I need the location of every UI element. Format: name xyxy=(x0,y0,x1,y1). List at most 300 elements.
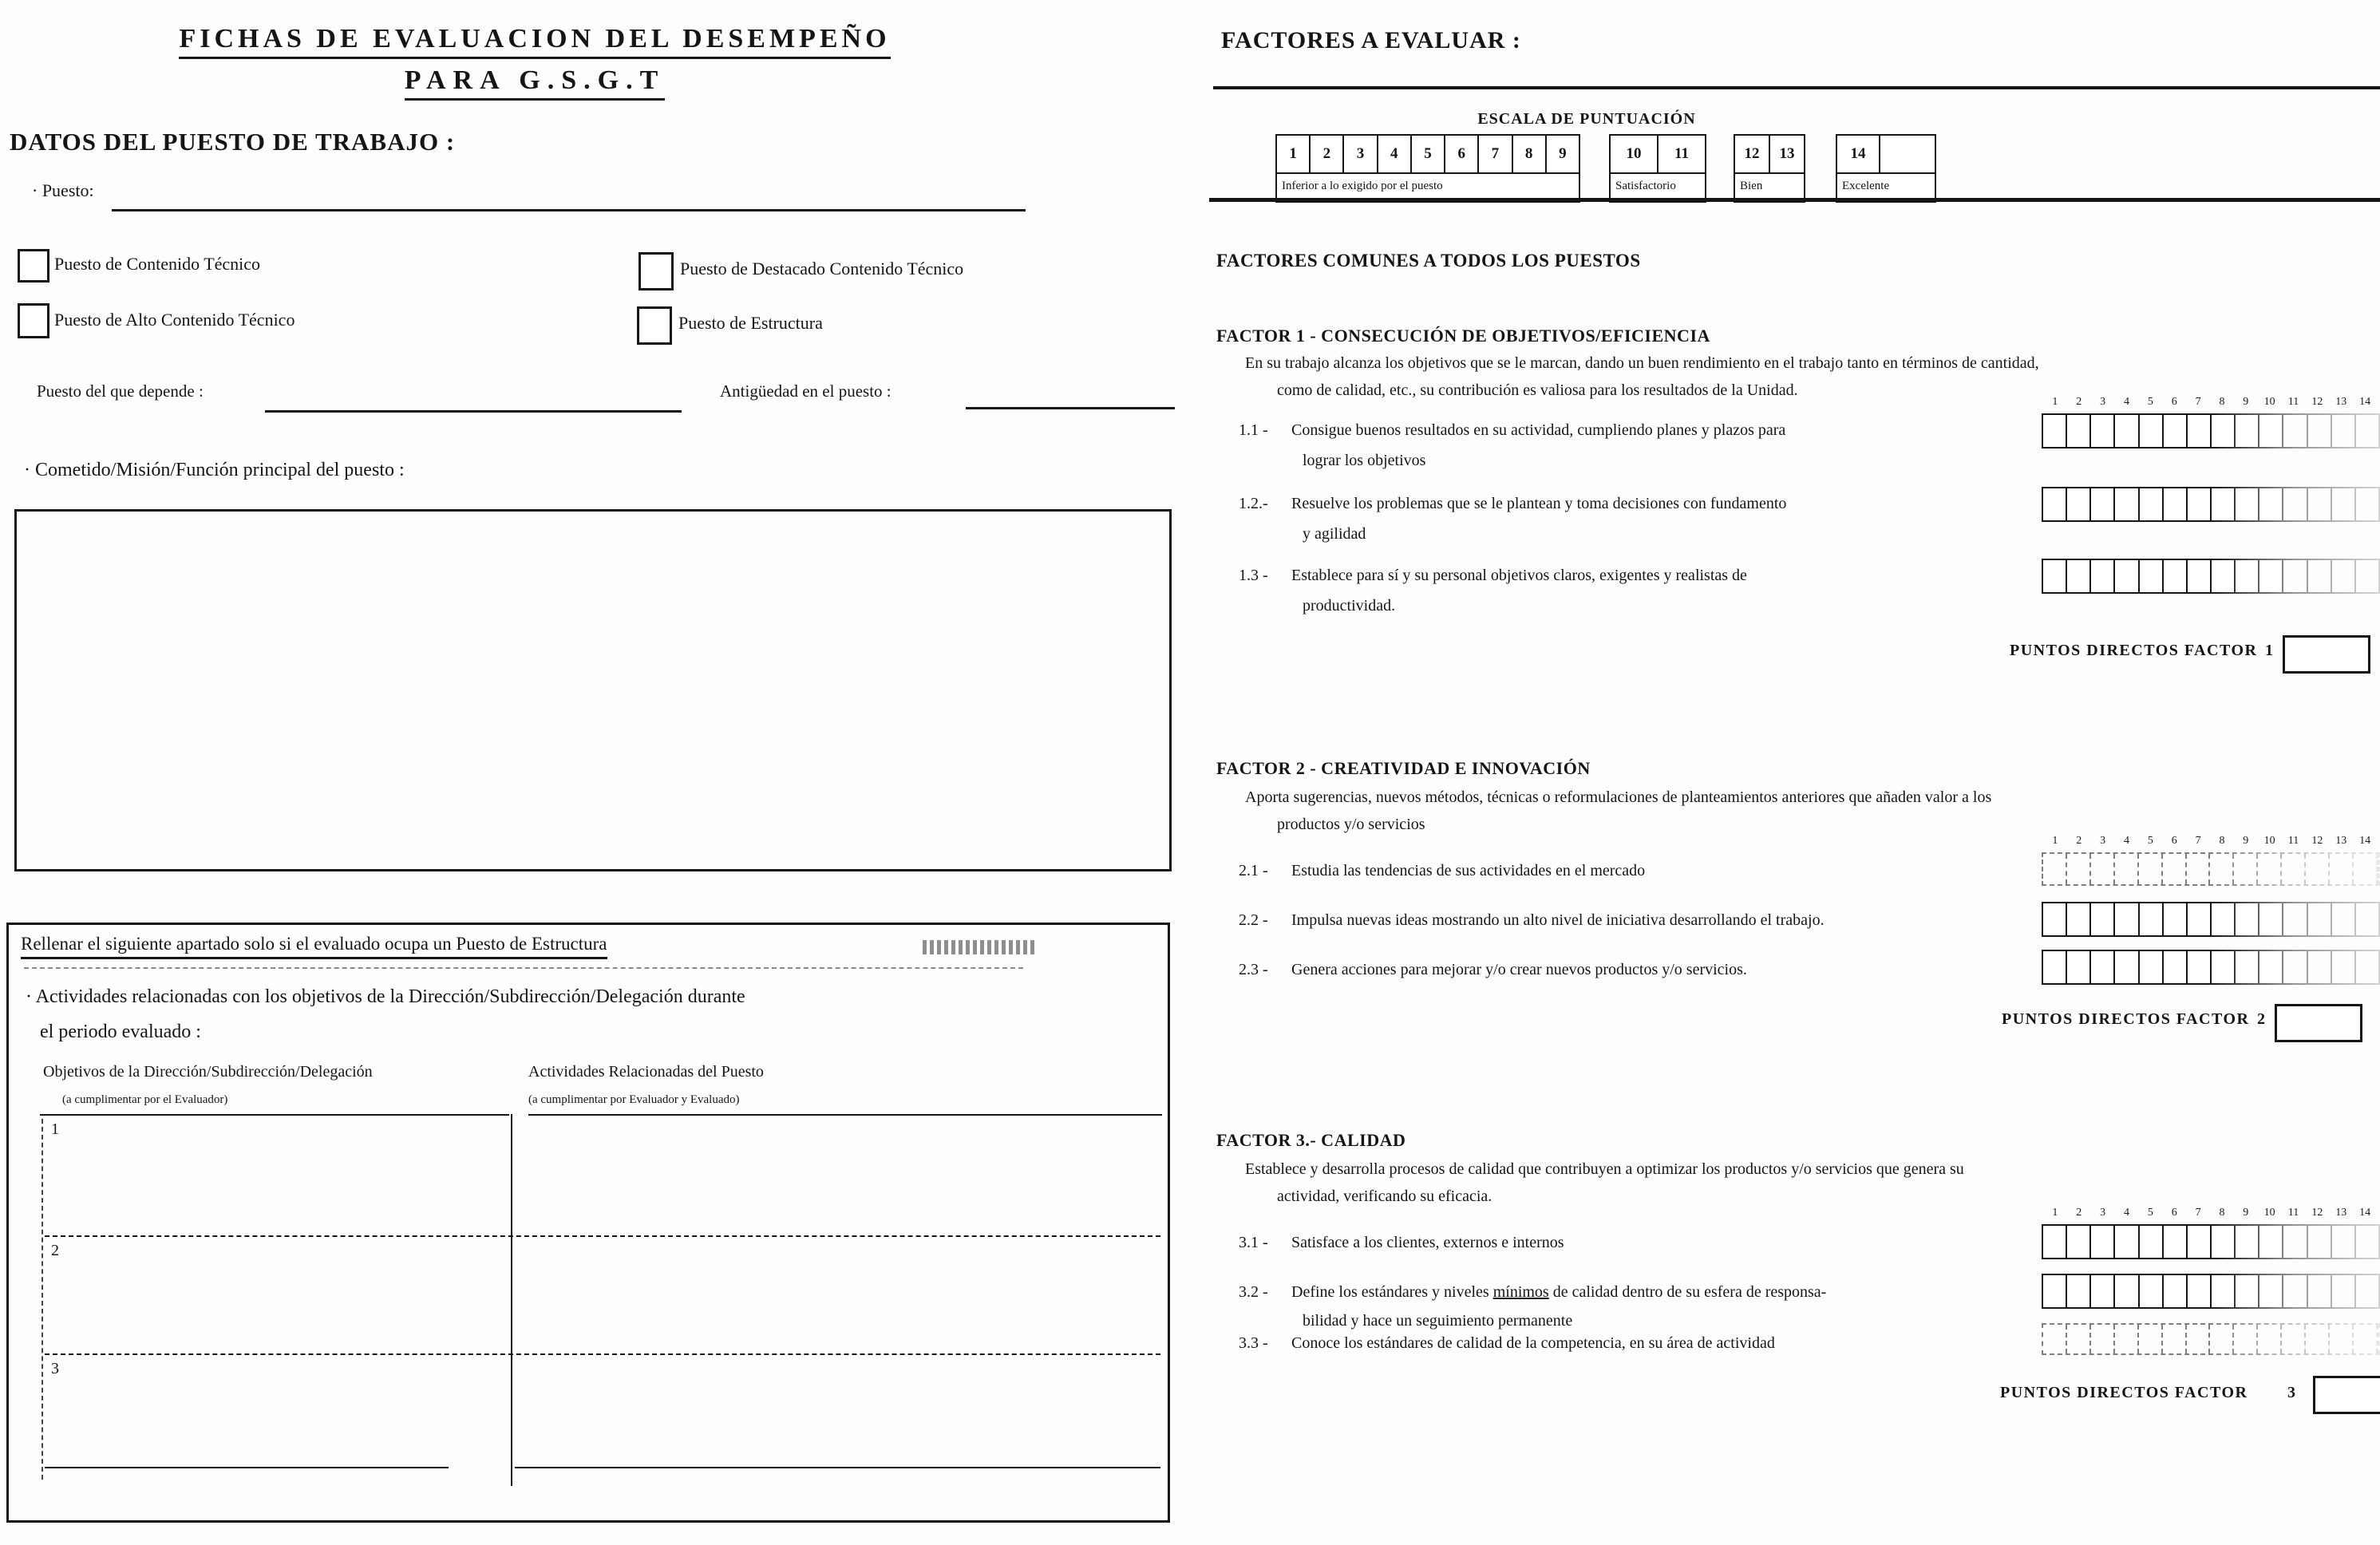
rating-cell[interactable] xyxy=(2091,1226,2115,1258)
factor3-description-line1: Establece y desarrolla procesos de calidad que contribuyen a optimizar los productos y/o servicios que genera su xyxy=(1245,1160,1964,1178)
ruler-number: 9 xyxy=(2243,835,2249,847)
checkbox-estructura-label: Puesto de Estructura xyxy=(678,313,823,333)
ruler-number: 9 xyxy=(2243,1207,2249,1219)
rating-cell[interactable] xyxy=(2212,1226,2236,1258)
table-header-rule-left xyxy=(40,1114,509,1116)
item-3-2-text-line1 xyxy=(1291,1283,1826,1302)
checkbox-alto-contenido-tecnico[interactable] xyxy=(18,303,49,338)
rating-cell[interactable] xyxy=(2115,1226,2139,1258)
form-title xyxy=(120,24,950,96)
checkbox-estructura[interactable] xyxy=(637,306,672,345)
table-col1-header: Objetivos de la Dirección/Subdirección/Delegación xyxy=(43,1063,373,1081)
table-row-separator-3b xyxy=(515,1467,1160,1468)
common-factors-heading: FACTORES COMUNES A TODOS LOS PUESTOS xyxy=(1216,251,1641,271)
scale-cells-excelente xyxy=(1837,136,1935,172)
rating-cell[interactable] xyxy=(2234,1325,2258,1353)
rating-row-1-2[interactable] xyxy=(2042,487,2380,522)
table-row2-number: 2 xyxy=(51,1242,59,1259)
table-row3-number: 3 xyxy=(51,1360,59,1377)
ruler-number: 11 xyxy=(2287,835,2299,847)
scale-label-bien: Bien xyxy=(1735,172,1804,201)
ruler-number: 10 xyxy=(2263,835,2275,847)
ruler-number: 13 xyxy=(2335,396,2347,408)
rating-cell[interactable] xyxy=(2091,854,2115,884)
rating-cell[interactable] xyxy=(2354,1325,2378,1353)
rating-cell[interactable] xyxy=(2332,560,2356,592)
item-2-3-text-line1: Genera acciones para mejorar y/o crear nuevos productos y/o servicios. xyxy=(1291,961,1747,978)
rating-cell[interactable] xyxy=(2043,488,2067,520)
rating-cell[interactable] xyxy=(2163,854,2187,884)
rating-row-2-3[interactable] xyxy=(2042,950,2380,985)
rating-cell[interactable] xyxy=(2258,854,2282,884)
rating-cell[interactable] xyxy=(2115,903,2139,935)
puesto-field-line[interactable] xyxy=(112,209,1026,211)
rating-cell[interactable] xyxy=(2259,1275,2283,1307)
rating-ruler-2-1 xyxy=(2043,835,2377,848)
item-3-3-number: 3.3 - xyxy=(1239,1334,1268,1352)
rating-cell[interactable] xyxy=(2043,1226,2067,1258)
ruler-number: 7 xyxy=(2195,1207,2201,1219)
rating-cell[interactable] xyxy=(2212,415,2236,447)
ruler-number: 1 xyxy=(2052,835,2058,847)
ruler-number: 2 xyxy=(2076,835,2082,847)
ruler-number: 14 xyxy=(2359,835,2371,847)
rating-cell[interactable] xyxy=(2356,488,2378,520)
rating-cell[interactable] xyxy=(2283,415,2307,447)
scale-cell[interactable]: 11 xyxy=(1674,145,1689,162)
rating-cell[interactable] xyxy=(2067,951,2091,983)
scale-cell[interactable]: 5 xyxy=(1412,136,1445,172)
antiguedad-field-line[interactable] xyxy=(966,407,1175,409)
scale-cells-inferior xyxy=(1277,136,1579,172)
scale-cell[interactable]: 1 xyxy=(1277,136,1311,172)
scale-cells-satisfactorio xyxy=(1611,136,1705,172)
rating-cell[interactable] xyxy=(2115,951,2139,983)
rating-cell[interactable] xyxy=(2236,951,2259,983)
rating-row-1-3[interactable] xyxy=(2042,559,2380,594)
ruler-number: 6 xyxy=(2171,1207,2177,1219)
cometido-label: · Cometido/Misión/Función principal del puesto : xyxy=(24,460,405,480)
table-row1-objetivos-cell[interactable] xyxy=(72,1117,507,1233)
item-3-1-text-line1: Satisface a los clientes, externos e internos xyxy=(1291,1234,1564,1251)
scale-group-excelente xyxy=(1836,134,1936,203)
rating-row-2-2[interactable] xyxy=(2042,902,2380,937)
scale-cell[interactable]: 6 xyxy=(1445,136,1479,172)
rating-cell[interactable] xyxy=(2236,560,2259,592)
rating-cell[interactable] xyxy=(2043,1275,2067,1307)
table-row2-objetivos-cell[interactable] xyxy=(72,1239,507,1350)
rating-cell[interactable] xyxy=(2332,1275,2356,1307)
rating-cell[interactable] xyxy=(2236,903,2259,935)
rating-cell[interactable] xyxy=(2043,854,2067,884)
puntos-directos-factor3-label: PUNTOS DIRECTOS FACTOR xyxy=(2000,1384,2248,1401)
rating-cell[interactable] xyxy=(2115,415,2139,447)
scale-cell[interactable]: 10 xyxy=(1611,136,1658,172)
rating-cell[interactable] xyxy=(2067,415,2091,447)
puntos-directos-factor1-number: 1 xyxy=(2265,642,2275,659)
rating-cell[interactable] xyxy=(2356,1275,2378,1307)
ruler-number: 7 xyxy=(2195,835,2201,847)
table-row3-objetivos-cell[interactable] xyxy=(72,1357,507,1464)
rating-cell[interactable] xyxy=(2140,951,2164,983)
rating-cell[interactable] xyxy=(2188,1275,2212,1307)
ruler-number: 3 xyxy=(2100,1207,2106,1219)
rating-cell[interactable] xyxy=(2139,1325,2163,1353)
ruler-number: 10 xyxy=(2263,1207,2275,1219)
form-title-line2: PARA G.S.G.T xyxy=(405,65,666,101)
rating-cell[interactable] xyxy=(2091,951,2115,983)
table-row-separator-2 xyxy=(45,1353,1160,1355)
ruler-number: 4 xyxy=(2124,1207,2129,1219)
puntos-directos-factor3-number: 3 xyxy=(2287,1384,2297,1401)
rating-cell[interactable] xyxy=(2356,903,2378,935)
rating-cell[interactable] xyxy=(2330,1325,2354,1353)
rating-cell[interactable] xyxy=(2067,560,2091,592)
factor1-description-line2: como de calidad, etc., su contribución es valiosa para los resultados de la Unidad. xyxy=(1277,381,1798,399)
checkbox-alto-contenido-tecnico-label: Puesto de Alto Contenido Técnico xyxy=(54,310,295,330)
factor2-description-line1: Aporta sugerencias, nuevos métodos, técnicas o reformulaciones de planteamientos anteriores que añaden valor a los xyxy=(1245,788,1992,806)
puesto-label: · Puesto: xyxy=(32,180,94,200)
table-col1-subheader: (a cumplimentar por el Evaluador) xyxy=(62,1093,228,1106)
rating-cell[interactable] xyxy=(2091,903,2115,935)
rating-cell[interactable] xyxy=(2236,415,2259,447)
rating-cell[interactable] xyxy=(2187,1325,2211,1353)
rating-cell[interactable] xyxy=(2354,854,2378,884)
rating-cell[interactable] xyxy=(2164,488,2188,520)
rating-row-1-1[interactable] xyxy=(2042,413,2380,448)
puntos-directos-factor2-box[interactable] xyxy=(2275,1004,2362,1042)
rating-cell[interactable] xyxy=(2140,560,2164,592)
ruler-number: 12 xyxy=(2311,835,2323,847)
rating-cell[interactable] xyxy=(2188,951,2212,983)
scale-label-excelente: Excelente xyxy=(1837,172,1935,201)
checkbox-contenido-tecnico-label: Puesto de Contenido Técnico xyxy=(54,254,261,274)
rating-cell[interactable] xyxy=(2236,1226,2259,1258)
checkbox-contenido-tecnico[interactable] xyxy=(18,249,49,283)
rating-cell[interactable] xyxy=(2164,903,2188,935)
item-1-2-text-line2: y agilidad xyxy=(1303,525,1366,543)
rating-cell[interactable] xyxy=(2282,854,2306,884)
rating-cell[interactable] xyxy=(2164,1226,2188,1258)
rating-cell[interactable] xyxy=(2283,488,2307,520)
item-3-2-number: 3.2 - xyxy=(1239,1283,1268,1301)
rating-cell[interactable] xyxy=(2140,903,2164,935)
rating-cell[interactable] xyxy=(2115,560,2139,592)
rating-cell[interactable] xyxy=(2332,951,2356,983)
rating-cell[interactable] xyxy=(2091,488,2115,520)
rating-cell[interactable] xyxy=(2115,488,2139,520)
rating-cell[interactable] xyxy=(2067,488,2091,520)
rating-cell[interactable] xyxy=(2282,1325,2306,1353)
rating-cell[interactable] xyxy=(2091,1325,2115,1353)
item-2-3-number: 2.3 - xyxy=(1239,961,1268,978)
item-3-2-text-post: de calidad dentro de su esfera de responsa- xyxy=(1548,1283,1827,1301)
depende-label: Puesto del que depende : xyxy=(37,381,204,401)
table-row1-number: 1 xyxy=(51,1120,59,1138)
checkbox-destacado-contenido-tecnico-label: Puesto de Destacado Contenido Técnico xyxy=(680,259,964,279)
ruler-number: 11 xyxy=(2287,396,2299,408)
ruler-number: 14 xyxy=(2359,396,2371,408)
scale-cell[interactable]: 8 xyxy=(1513,136,1547,172)
rating-row-3-3[interactable] xyxy=(2042,1323,2380,1355)
rating-cell[interactable] xyxy=(2236,488,2259,520)
item-1-2-text-line1: Resuelve los problemas que se le plantean y toma decisiones con fundamento xyxy=(1291,495,1787,512)
item-3-2-text-underlined: mínimos xyxy=(1492,1283,1549,1301)
ruler-number: 13 xyxy=(2335,1207,2347,1219)
item-2-1-text-line1: Estudia las tendencias de sus actividades en el mercado xyxy=(1291,862,1646,879)
rating-cell[interactable] xyxy=(2332,415,2356,447)
item-1-3-number: 1.3 - xyxy=(1239,567,1268,584)
actividades-label-line2: el periodo evaluado : xyxy=(40,1021,201,1042)
ruler-number: 10 xyxy=(2263,396,2275,408)
rating-cell[interactable] xyxy=(2140,488,2164,520)
puntos-directos-factor1-box[interactable] xyxy=(2283,635,2370,674)
rating-cell[interactable] xyxy=(2236,1275,2259,1307)
ruler-number: 5 xyxy=(2147,835,2153,847)
rating-cell[interactable] xyxy=(2188,415,2212,447)
rating-cell[interactable] xyxy=(2330,854,2354,884)
rating-cell[interactable] xyxy=(2259,415,2283,447)
ruler-number: 3 xyxy=(2100,835,2106,847)
factor2-heading: FACTOR 2 - CREATIVIDAD E INNOVACIÓN xyxy=(1216,758,1591,778)
rating-cell[interactable] xyxy=(2188,488,2212,520)
rating-cell[interactable] xyxy=(2043,1325,2067,1353)
table-row3-actividades-cell[interactable] xyxy=(515,1357,1160,1464)
ruler-number: 9 xyxy=(2243,396,2249,408)
ruler-number: 6 xyxy=(2171,835,2177,847)
scale-cell[interactable]: 2 xyxy=(1311,136,1344,172)
rating-cell[interactable] xyxy=(2140,1275,2164,1307)
item-1-2-number: 1.2.- xyxy=(1239,495,1268,512)
rating-cell[interactable] xyxy=(2212,1275,2236,1307)
section-datos-heading: DATOS DEL PUESTO DE TRABAJO : xyxy=(10,128,456,156)
scale-cell[interactable]: 3 xyxy=(1344,136,1378,172)
rating-cell[interactable] xyxy=(2067,854,2091,884)
rating-cell[interactable] xyxy=(2210,854,2234,884)
puntos-directos-factor1-label: PUNTOS DIRECTOS FACTOR xyxy=(2010,642,2258,659)
rating-cell[interactable] xyxy=(2332,488,2356,520)
checkbox-destacado-contenido-tecnico[interactable] xyxy=(638,252,674,290)
scale-label-satisfactorio: Satisfactorio xyxy=(1611,172,1705,201)
rating-cell[interactable] xyxy=(2115,1275,2139,1307)
rating-cell[interactable] xyxy=(2043,903,2067,935)
rating-cell[interactable] xyxy=(2164,951,2188,983)
table-left-dashed-border xyxy=(42,1119,43,1480)
scale-cell[interactable]: 4 xyxy=(1378,136,1412,172)
item-3-1-number: 3.1 - xyxy=(1239,1234,1268,1251)
ruler-number: 1 xyxy=(2052,396,2058,408)
ruler-number: 2 xyxy=(2076,1207,2082,1219)
table-row1-actividades-cell[interactable] xyxy=(515,1117,1160,1233)
rating-cell[interactable] xyxy=(2188,560,2212,592)
rating-cell[interactable] xyxy=(2306,854,2330,884)
rating-cell[interactable] xyxy=(2091,415,2115,447)
factor3-description-line2: actividad, verificando su eficacia. xyxy=(1277,1187,1492,1205)
rating-row-2-1[interactable] xyxy=(2042,852,2380,886)
rating-cell[interactable] xyxy=(2187,854,2211,884)
horizontal-rule-top xyxy=(1213,86,2380,89)
rating-cell[interactable] xyxy=(2306,1325,2330,1353)
rating-cell[interactable] xyxy=(2356,560,2378,592)
rating-cell[interactable] xyxy=(2164,415,2188,447)
rating-cell[interactable] xyxy=(2043,951,2067,983)
rating-cell[interactable] xyxy=(2043,415,2067,447)
rating-cell[interactable] xyxy=(2067,1275,2091,1307)
ruler-number: 5 xyxy=(2147,1207,2153,1219)
scale-cell[interactable]: 12 xyxy=(1735,136,1770,172)
item-3-3-text-line1: Conoce los estándares de calidad de la competencia, en su área de actividad xyxy=(1291,1334,1775,1352)
scale-group-inferior xyxy=(1275,134,1580,203)
rating-cell[interactable] xyxy=(2332,1226,2356,1258)
form-title-line1: FICHAS DE EVALUACION DEL DESEMPEÑO xyxy=(179,24,890,59)
rating-cell[interactable] xyxy=(2115,1325,2139,1353)
rating-cell[interactable] xyxy=(2259,951,2283,983)
rating-cell[interactable] xyxy=(2234,854,2258,884)
ruler-number: 2 xyxy=(2076,396,2082,408)
item-1-1-text-line2: lograr los objetivos xyxy=(1303,452,1426,469)
table-row-separator-1 xyxy=(45,1235,1160,1237)
factor2-description-line2: productos y/o servicios xyxy=(1277,816,1425,833)
rating-cell[interactable] xyxy=(2188,1226,2212,1258)
rating-cell[interactable] xyxy=(2212,488,2236,520)
ruler-number: 5 xyxy=(2147,396,2153,408)
rating-cell[interactable] xyxy=(2283,1275,2307,1307)
item-3-2-text-line2: bilidad y hace un seguimiento permanente xyxy=(1303,1312,1573,1330)
rating-cell[interactable] xyxy=(2258,1325,2282,1353)
ruler-number: 13 xyxy=(2335,835,2347,847)
scale-title: ESCALA DE PUNTUACIÓN xyxy=(1477,110,1696,128)
scale-label-inferior: Inferior a lo exigido por el puesto xyxy=(1277,172,1579,201)
ruler-number: 12 xyxy=(2311,1207,2323,1219)
actividades-label-line1: · Actividades relacionadas con los objetivos de la Dirección/Subdirección/Delegación durante xyxy=(26,986,745,1007)
table-row2-actividades-cell[interactable] xyxy=(515,1239,1160,1350)
table-header-rule-right xyxy=(528,1114,1162,1116)
illegible-smudge xyxy=(923,940,1036,954)
rating-cell[interactable] xyxy=(2356,415,2378,447)
scale-cell[interactable]: 9 xyxy=(1559,145,1567,162)
rating-cell[interactable] xyxy=(2356,951,2378,983)
ruler-number: 1 xyxy=(2052,1207,2058,1219)
rating-cell[interactable] xyxy=(2308,488,2332,520)
item-2-1-number: 2.1 - xyxy=(1239,862,1268,879)
scale-cell[interactable]: 14 xyxy=(1837,136,1880,172)
rating-cell[interactable] xyxy=(2259,1226,2283,1258)
item-2-2-number: 2.2 - xyxy=(1239,911,1268,929)
rating-cell[interactable] xyxy=(2140,1226,2164,1258)
ruler-number: 3 xyxy=(2100,396,2106,408)
rating-cell[interactable] xyxy=(2283,951,2307,983)
factor1-description-line1: En su trabajo alcanza los objetivos que se le marcan, dando un buen rendimiento en el trabajo tanto en términos de cantidad, xyxy=(1245,354,2039,372)
antiguedad-label: Antigüedad en el puesto : xyxy=(720,381,892,401)
ruler-number: 8 xyxy=(2219,396,2225,408)
rating-cell[interactable] xyxy=(2259,903,2283,935)
ruler-number: 14 xyxy=(2359,1207,2371,1219)
rating-cell[interactable] xyxy=(2043,560,2067,592)
item-1-1-text-line1: Consigue buenos resultados en su actividad, cumpliendo planes y plazos para xyxy=(1291,421,1786,439)
item-2-2-text-line1: Impulsa nuevas ideas mostrando un alto nivel de iniciativa desarrollando el trabajo. xyxy=(1291,911,1825,929)
rating-cell[interactable] xyxy=(2140,415,2164,447)
rating-cell[interactable] xyxy=(2163,1325,2187,1353)
ruler-number: 8 xyxy=(2219,835,2225,847)
item-3-2-text-pre: Define los estándares y niveles xyxy=(1291,1283,1493,1301)
table-row-separator-3a xyxy=(45,1467,449,1468)
rating-cell[interactable] xyxy=(2188,903,2212,935)
table-column-divider xyxy=(511,1114,512,1486)
puntos-directos-factor3-box[interactable] xyxy=(2313,1376,2380,1414)
estructura-note: Rellenar el siguiente apartado solo si el evaluado ocupa un Puesto de Estructura xyxy=(21,934,607,959)
factor1-heading: FACTOR 1 - CONSECUCIÓN DE OBJETIVOS/EFICIENCIA xyxy=(1216,326,1710,346)
rating-cell[interactable] xyxy=(2356,1226,2378,1258)
rating-cell[interactable] xyxy=(2139,854,2163,884)
item-1-1-number: 1.1 - xyxy=(1239,421,1268,439)
scale-group-bien xyxy=(1734,134,1805,203)
rating-cell[interactable] xyxy=(2308,951,2332,983)
scale-group-satisfactorio xyxy=(1609,134,1706,203)
ruler-number: 12 xyxy=(2311,396,2323,408)
rating-cell[interactable] xyxy=(2091,560,2115,592)
rating-cell[interactable] xyxy=(2164,1275,2188,1307)
rating-ruler-3-1 xyxy=(2043,1207,2377,1219)
table-col2-header: Actividades Relacionadas del Puesto xyxy=(528,1063,764,1081)
rating-cell[interactable] xyxy=(2308,560,2332,592)
rating-ruler-1-1 xyxy=(2043,396,2377,409)
ruler-number: 8 xyxy=(2219,1207,2225,1219)
rating-cell[interactable] xyxy=(2308,415,2332,447)
item-1-3-text-line2: productividad. xyxy=(1303,597,1396,614)
rating-cell[interactable] xyxy=(2067,1226,2091,1258)
rating-cell[interactable] xyxy=(2212,560,2236,592)
rating-cell[interactable] xyxy=(2308,1275,2332,1307)
factor3-heading: FACTOR 3.- CALIDAD xyxy=(1216,1130,1406,1150)
rating-cell[interactable] xyxy=(2210,1325,2234,1353)
rating-cell[interactable] xyxy=(2283,560,2307,592)
rating-row-3-1[interactable] xyxy=(2042,1224,2380,1259)
rating-cell[interactable] xyxy=(2091,1275,2115,1307)
rating-cell[interactable] xyxy=(2164,560,2188,592)
depende-field-line[interactable] xyxy=(265,410,682,413)
puntos-directos-factor2-number: 2 xyxy=(2257,1010,2267,1028)
rating-cell[interactable] xyxy=(2067,1325,2091,1353)
rating-cell[interactable] xyxy=(2332,903,2356,935)
rating-cell[interactable] xyxy=(2259,488,2283,520)
rating-cell[interactable] xyxy=(2283,1226,2307,1258)
item-1-3-text-line1: Establece para sí y su personal objetivos claros, exigentes y realistas de xyxy=(1291,567,1747,584)
table-col2-subheader: (a cumplimentar por Evaluador y Evaluado) xyxy=(528,1093,740,1106)
rating-row-3-2[interactable] xyxy=(2042,1274,2380,1309)
scale-cell[interactable]: 7 xyxy=(1479,136,1512,172)
rating-cell[interactable] xyxy=(2259,560,2283,592)
rating-cell[interactable] xyxy=(2283,903,2307,935)
decorative-dashed-rule xyxy=(24,967,1023,969)
ruler-number: 7 xyxy=(2195,396,2201,408)
ruler-number: 4 xyxy=(2124,396,2129,408)
scale-cell[interactable]: 13 xyxy=(1779,145,1795,162)
rating-cell[interactable] xyxy=(2212,951,2236,983)
factores-title: FACTORES A EVALUAR : xyxy=(1221,27,1521,53)
puntos-directos-factor2-label: PUNTOS DIRECTOS FACTOR xyxy=(2002,1010,2250,1028)
rating-cell[interactable] xyxy=(2067,903,2091,935)
ruler-number: 11 xyxy=(2287,1207,2299,1219)
ruler-number: 4 xyxy=(2124,835,2129,847)
cometido-text-box[interactable] xyxy=(14,509,1172,871)
rating-cell[interactable] xyxy=(2212,903,2236,935)
rating-cell[interactable] xyxy=(2115,854,2139,884)
rating-cell[interactable] xyxy=(2308,1226,2332,1258)
scale-cells-bien xyxy=(1735,136,1804,172)
horizontal-rule-scale-bottom xyxy=(1209,198,2380,202)
ruler-number: 6 xyxy=(2171,396,2177,408)
rating-cell[interactable] xyxy=(2308,903,2332,935)
